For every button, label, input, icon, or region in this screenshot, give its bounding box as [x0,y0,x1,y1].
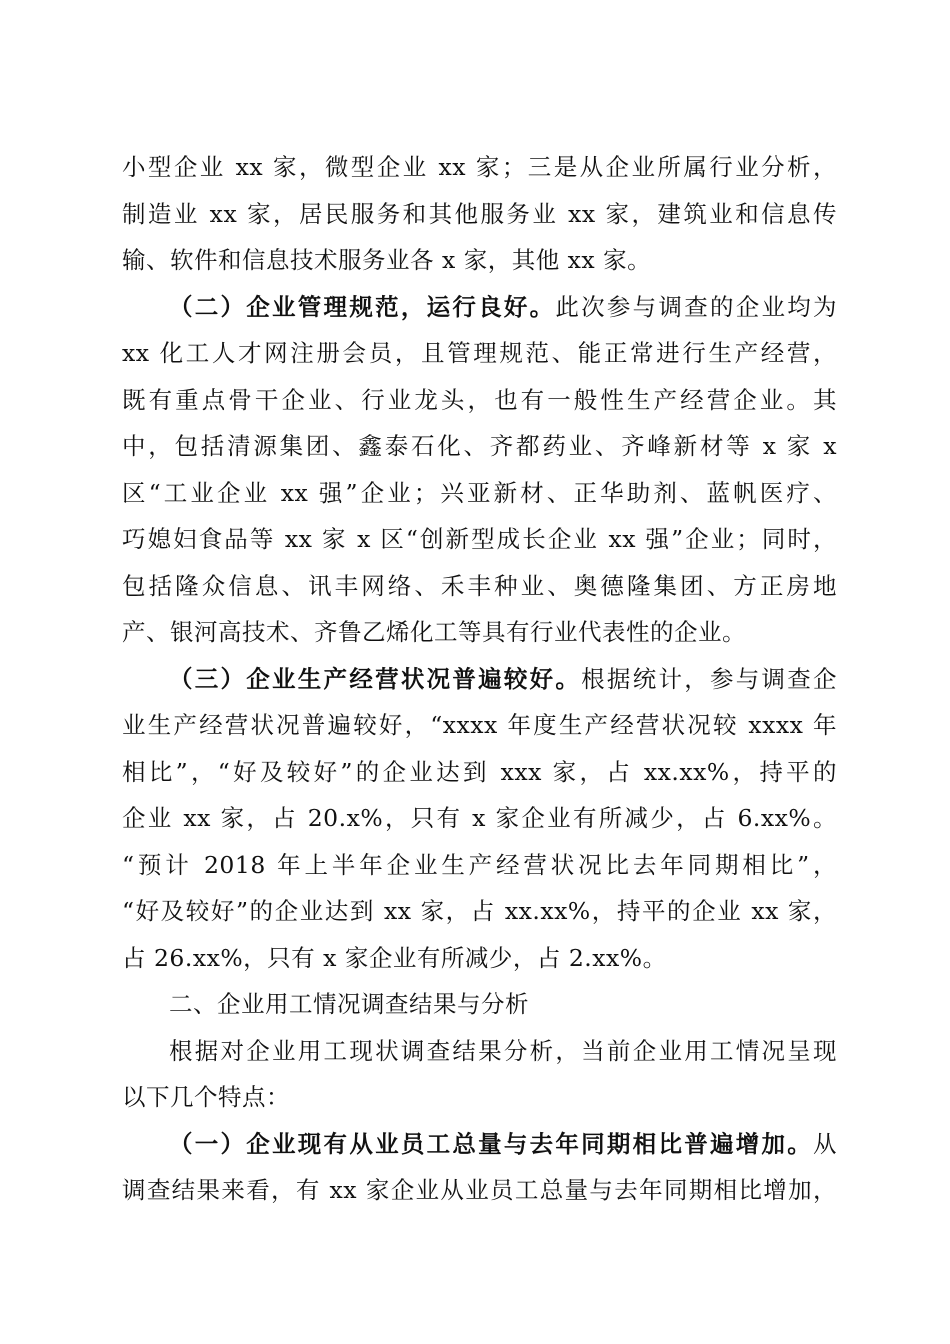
section-lead: （一）企业现有从业员工总量与去年同期相比普遍增加。 [169,1129,813,1158]
text-line: 业生产经营状况普遍较好，“xxxx 年度生产经营状况较 xxxx 年 [122,711,837,739]
text-line: 相比”，“好及较好”的企业达到 xxx 家，占 xx.xx%，持平的 [122,757,837,786]
section-heading: 二、企业用工情况调查结果与分析 [169,990,529,1018]
paragraph-management [122,284,837,656]
section-lead: （三）企业生产经营状况普遍较好。 [169,664,582,693]
text-line: 小型企业 xx 家，微型企业 xx 家；三是从企业所属行业分析， [122,153,837,181]
text-line [122,284,837,331]
paragraph-intro [122,1028,837,1121]
paragraph-enterprise-scale [122,144,837,284]
paragraph-operations [122,656,837,982]
text-line: “好及较好”的企业达到 xx 家，占 xx.xx%，持平的企业 xx 家， [122,897,837,925]
text-line: “预计 2018 年上半年企业生产经营状况比去年同期相比”， [122,850,837,879]
text-line [122,656,837,703]
text-line: 企业 xx 家，占 20.x%，只有 x 家企业有所减少，占 6.xx%。 [122,804,837,832]
text-line: 制造业 xx 家，居民服务和其他服务业 xx 家，建筑业和信息传 [122,199,837,228]
text-line: 输、软件和信息技术服务业各 x 家，其他 xx 家。 [122,246,652,274]
text-line: 产、银河高技术、齐鲁乙烯化工等具有行业代表性的企业。 [122,618,746,646]
text-run: 从 [813,1129,837,1158]
text-line: 中，包括清源集团、鑫泰石化、齐都药业、齐峰新材等 x 家 x [122,432,837,460]
text-line: 既有重点骨干企业、行业龙头，也有一般性生产经营企业。其 [122,385,837,414]
text-line: 根据对企业用工现状调查结果分析，当前企业用工情况呈现 [169,1036,837,1065]
text-line: 包括隆众信息、讯丰网络、禾丰种业、奥德隆集团、方正房地 [122,571,837,600]
paragraph-employee-total [122,1121,837,1214]
text-line [122,1121,837,1168]
text-line: 调查结果来看，有 xx 家企业从业员工总量与去年同期相比增加， [122,1176,837,1204]
text-line: xx 化工人才网注册会员，且管理规范、能正常进行生产经营， [122,339,837,367]
text-run: 根据统计，参与调查企 [581,664,838,693]
text-line: 以下几个特点： [122,1083,290,1111]
document-body [122,144,837,1214]
text-run: 此次参与调查的企业均为 [555,292,838,321]
text-line: 巧媳妇食品等 xx 家 x 区“创新型成长企业 xx 强”企业；同时， [122,525,837,553]
text-line: 区“工业企业 xx 强”企业；兴亚新材、正华助剂、蓝帆医疗、 [122,478,837,507]
text-line: 占 26.xx%，只有 x 家企业有所减少，占 2.xx%。 [122,943,667,972]
section-lead: （二）企业管理规范，运行良好。 [169,292,556,321]
